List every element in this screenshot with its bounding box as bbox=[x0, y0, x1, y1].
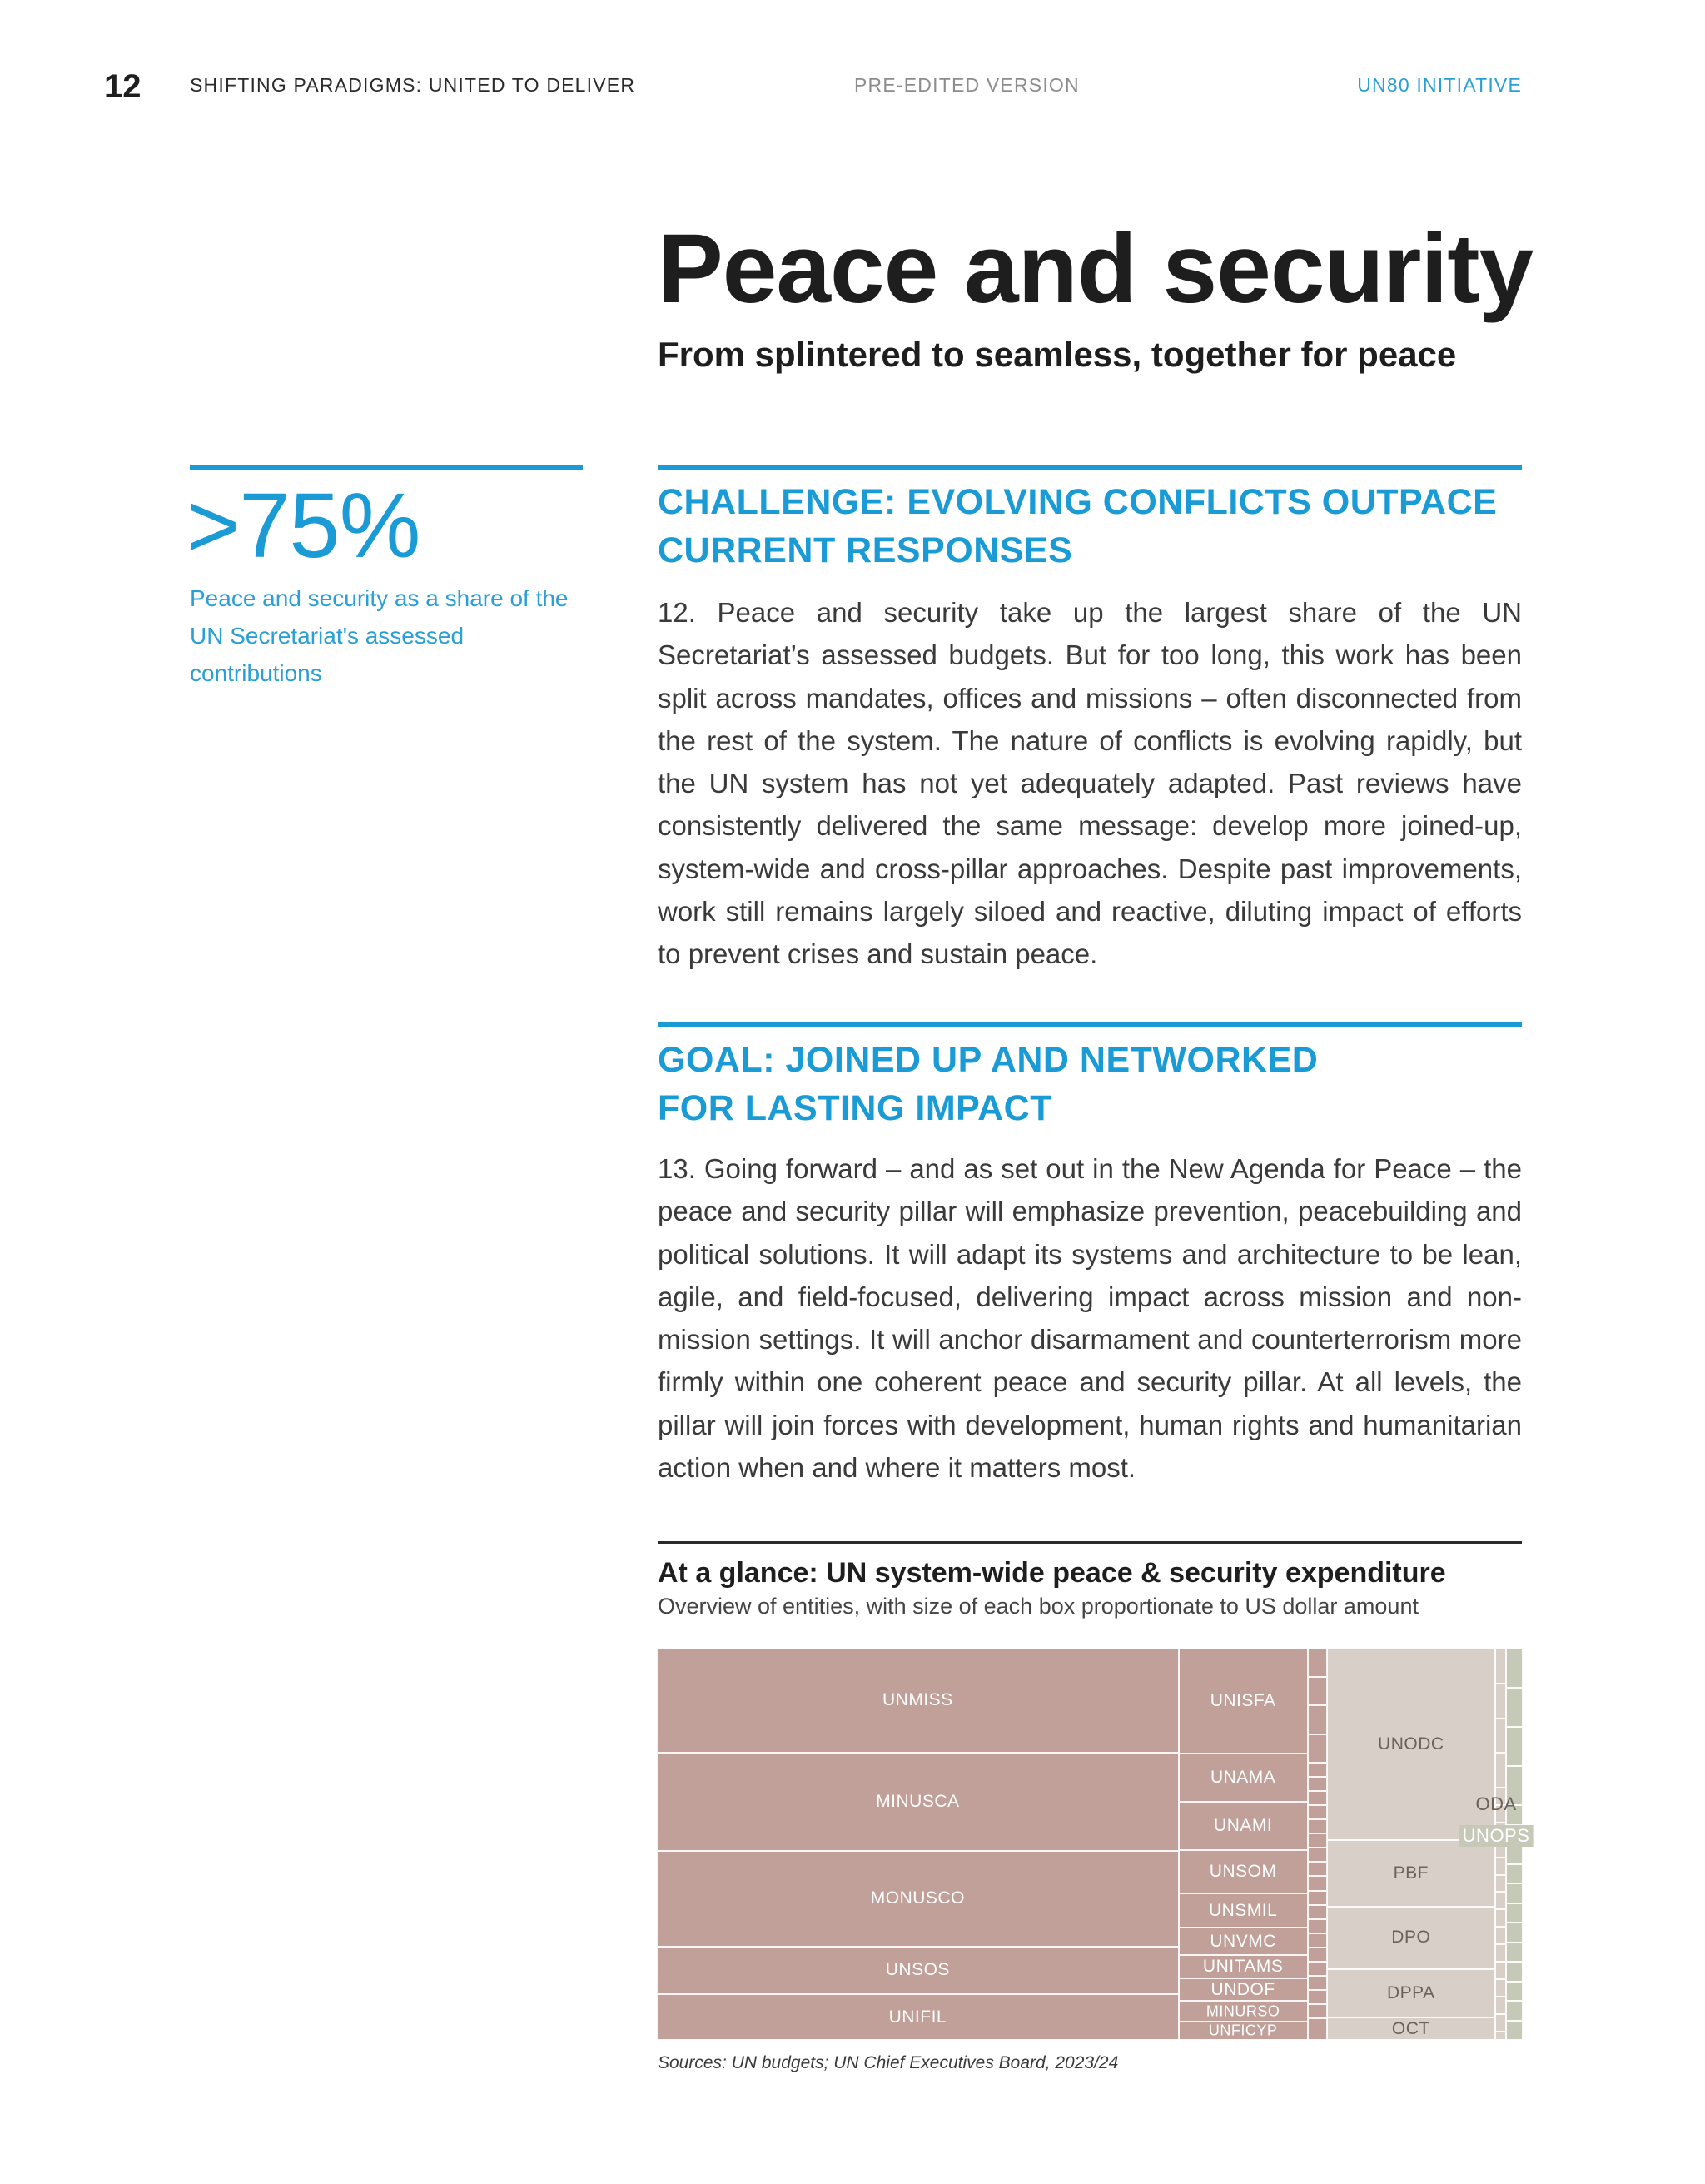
treemap-small-entity-box bbox=[1308, 1819, 1327, 1833]
treemap-label-pbf: PBF bbox=[1393, 1863, 1429, 1883]
treemap-small-entity-box bbox=[1506, 1844, 1523, 1864]
treemap-label-unama: UNAMA bbox=[1210, 1768, 1276, 1788]
treemap-small-entity-box bbox=[1308, 1976, 1327, 1990]
treemap-label-unami: UNAMI bbox=[1214, 1816, 1273, 1835]
treemap-small-entity-box bbox=[1308, 1777, 1327, 1791]
goal-heading bbox=[658, 1036, 1540, 1132]
treemap-small-entity-box bbox=[1506, 1864, 1523, 1884]
treemap-small-entity-box bbox=[1506, 1727, 1523, 1766]
treemap-small-entity-box bbox=[1308, 1763, 1327, 1777]
page-title: Peace and security bbox=[658, 214, 1534, 324]
treemap-small-entity-box bbox=[1308, 1791, 1327, 1805]
goal-divider bbox=[658, 1022, 1522, 1027]
treemap-small-entity-box bbox=[1495, 1962, 1506, 1979]
treemap-label-dpo: DPO bbox=[1391, 1928, 1431, 1948]
treemap-small-entity-box bbox=[1308, 2004, 1327, 2018]
treemap-box-pbf bbox=[1327, 1840, 1495, 1907]
treemap-small-entity-box bbox=[1506, 1982, 1523, 2002]
treemap-label-unops: UNOPS bbox=[1459, 1825, 1534, 1847]
chart-subtitle: Overview of entities, with size of each box proportionate to US dollar amount bbox=[658, 1594, 1419, 1619]
treemap-small-entity-box bbox=[1308, 1891, 1327, 1905]
header-report-title: SHIFTING PARADIGMS: UNITED TO DELIVER bbox=[190, 74, 636, 96]
treemap-small-entity-box bbox=[1308, 1990, 1327, 2004]
treemap-small-entity-box bbox=[1506, 1649, 1523, 1688]
treemap-label-unodc: UNODC bbox=[1378, 1734, 1444, 1754]
treemap-small-entity-box bbox=[1506, 1943, 1523, 1963]
page-number: 12 bbox=[104, 68, 142, 105]
treemap-label-unsos: UNSOS bbox=[885, 1960, 950, 1980]
treemap-box-unsom bbox=[1179, 1850, 1308, 1893]
treemap-box-monusco bbox=[657, 1851, 1179, 1947]
treemap-small-entity-box bbox=[1506, 2021, 1523, 2041]
goal-heading-line2: FOR LASTING IMPACT bbox=[658, 1088, 1053, 1128]
stat-caption: Peace and security as a share of the UN Secretariat's assessed contributions bbox=[190, 585, 569, 686]
treemap-small-entity-box bbox=[1308, 1862, 1327, 1876]
treemap-box-unodc bbox=[1327, 1649, 1495, 1840]
treemap-box-minurso bbox=[1179, 2001, 1308, 2022]
treemap-box-dppa bbox=[1327, 1969, 1495, 2018]
treemap-small-entity-box bbox=[1506, 1923, 1523, 1943]
goal-paragraph: 13. Going forward – and as set out in the New Agenda for Peace – the peace and security pillar will emphasize prevention, peacebuilding and political solutions. It will adapt its systems and architecture to be lean, agile, and field-focused, delivering impact across mission and non-mission settings. It will anchor disarmament and counterterrorism more firmly within one coherent peace and security pillar. At all levels, the pillar will join forces with development, human rights and humanitarian action when and where it matters most. bbox=[658, 1153, 1522, 1484]
treemap-small-entity-box bbox=[1308, 1833, 1327, 1848]
treemap-label-unifil: UNIFIL bbox=[888, 2007, 947, 2027]
treemap-small-entity-box bbox=[1308, 1705, 1327, 1734]
treemap-small-entity-box bbox=[1495, 1719, 1506, 1754]
treemap-small-entity-box bbox=[1308, 1649, 1327, 1677]
challenge-heading-line1: CHALLENGE: EVOLVING CONFLICTS OUTPACE bbox=[658, 482, 1498, 522]
treemap-box-unama bbox=[1179, 1754, 1308, 1802]
treemap-small-entity-box bbox=[1506, 1903, 1523, 1923]
treemap-label-unsom: UNSOM bbox=[1209, 1861, 1277, 1881]
challenge-paragraph: 12. Peace and security take up the largest share of the UN Secretariat’s assessed budgets. But for too long, this work has been split across mandates, offices and missions – often disconnected from the rest of the system. The nature of conflicts is evolving rapidly, but the UN system has not yet adequately adapted. Past reviews have consistently delivered the same message: develop more joined-up, system-wide and cross-pillar approaches. Despite past improvements, work still remains largely siloed and reactive, diluting impact of efforts to prevent crises and sustain peace. bbox=[658, 597, 1522, 970]
stat-value: >75% bbox=[186, 475, 420, 577]
treemap-small-entity-box bbox=[1495, 1684, 1506, 1719]
page-subtitle: From splintered to seamless, together for peace bbox=[658, 335, 1457, 374]
treemap-label-unficyp: UNFICYP bbox=[1208, 2022, 1278, 2039]
treemap-box-unficyp bbox=[1179, 2022, 1308, 2040]
treemap-small-entity-box bbox=[1495, 2014, 1506, 2032]
treemap-small-entity-box bbox=[1495, 1753, 1506, 1788]
chart-divider bbox=[658, 1541, 1522, 1544]
chart-title: At a glance: UN system-wide peace & security expenditure bbox=[658, 1557, 1446, 1589]
treemap-box-unifil bbox=[657, 1994, 1179, 2040]
treemap-label-oct: OCT bbox=[1391, 2018, 1430, 2038]
treemap-small-entity-box bbox=[1506, 2001, 1523, 2021]
stat-divider bbox=[190, 465, 583, 470]
chart-sources: Sources: UN budgets; UN Chief Executives Board, 2023/24 bbox=[658, 2053, 1119, 2072]
treemap-small-entity-box bbox=[1308, 2018, 1327, 2040]
treemap-label-dppa: DPPA bbox=[1386, 1983, 1435, 2002]
treemap-box-oct bbox=[1327, 2017, 1495, 2040]
treemap-box-unami bbox=[1179, 1802, 1308, 1850]
treemap-small-entity-box bbox=[1308, 1948, 1327, 1962]
treemap-small-entity-box bbox=[1308, 1677, 1327, 1705]
treemap-box-undof bbox=[1179, 1978, 1308, 2001]
treemap-small-entity-box bbox=[1308, 1962, 1327, 1976]
treemap-box-minusca bbox=[657, 1753, 1179, 1851]
treemap-label-oda: ODA bbox=[1475, 1793, 1517, 1814]
challenge-heading-line2: CURRENT RESPONSES bbox=[658, 530, 1073, 570]
treemap-small-entity-box bbox=[1506, 1962, 1523, 1982]
treemap-small-entity-box bbox=[1308, 1848, 1327, 1862]
treemap-box-unsmil bbox=[1179, 1893, 1308, 1928]
treemap-small-entity-box bbox=[1495, 2032, 1506, 2040]
treemap-label-minurso: MINURSO bbox=[1205, 2002, 1280, 2020]
treemap-label-unvmc: UNVMC bbox=[1210, 1931, 1276, 1951]
treemap-small-entity-box bbox=[1495, 1892, 1506, 1909]
treemap-small-entity-box bbox=[1495, 1944, 1506, 1962]
treemap-label-unsmil: UNSMIL bbox=[1208, 1900, 1278, 1920]
treemap-label-unmiss: UNMISS bbox=[882, 1690, 953, 1710]
treemap-box-dpo bbox=[1327, 1907, 1495, 1969]
treemap-box-unsos bbox=[657, 1947, 1179, 1994]
treemap-small-entity-box bbox=[1506, 1688, 1523, 1727]
treemap-small-entity-box bbox=[1308, 1805, 1327, 1819]
treemap-small-entity-box bbox=[1495, 1875, 1506, 1893]
challenge-divider bbox=[658, 465, 1522, 470]
treemap-small-entity-box bbox=[1495, 1997, 1506, 2014]
treemap-small-entity-box bbox=[1308, 1905, 1327, 1919]
treemap-box-unmiss bbox=[657, 1649, 1179, 1753]
treemap-small-entity-box bbox=[1308, 1876, 1327, 1890]
header-initiative-label: UN80 INITIATIVE bbox=[1357, 74, 1522, 96]
treemap-small-entity-box bbox=[1308, 1734, 1327, 1763]
treemap-chart bbox=[657, 1649, 1530, 2040]
header-version-label: PRE-EDITED VERSION bbox=[854, 74, 1080, 96]
treemap-small-entity-box bbox=[1495, 1649, 1506, 1684]
treemap-small-entity-box bbox=[1495, 1979, 1506, 1997]
treemap-label-unisfa: UNISFA bbox=[1210, 1691, 1276, 1711]
treemap-label-unitams: UNITAMS bbox=[1202, 1957, 1284, 1977]
treemap-small-entity-box bbox=[1308, 1933, 1327, 1948]
treemap-box-unvmc bbox=[1179, 1928, 1308, 1955]
treemap-small-entity-box bbox=[1308, 1919, 1327, 1933]
treemap-small-entity-box bbox=[1495, 1858, 1506, 1875]
treemap-small-entity-box bbox=[1495, 1927, 1506, 1944]
challenge-heading bbox=[658, 478, 1540, 575]
goal-heading-line1: GOAL: JOINED UP AND NETWORKED bbox=[658, 1040, 1319, 1080]
treemap-box-unitams bbox=[1179, 1955, 1308, 1978]
treemap-label-monusco: MONUSCO bbox=[870, 1888, 965, 1908]
treemap-small-entity-box bbox=[1506, 1883, 1523, 1903]
treemap-label-minusca: MINUSCA bbox=[876, 1791, 960, 1811]
treemap-box-unisfa bbox=[1179, 1649, 1308, 1754]
treemap-label-undof: UNDOF bbox=[1210, 1979, 1275, 1999]
treemap-small-entity-box bbox=[1495, 1909, 1506, 1927]
